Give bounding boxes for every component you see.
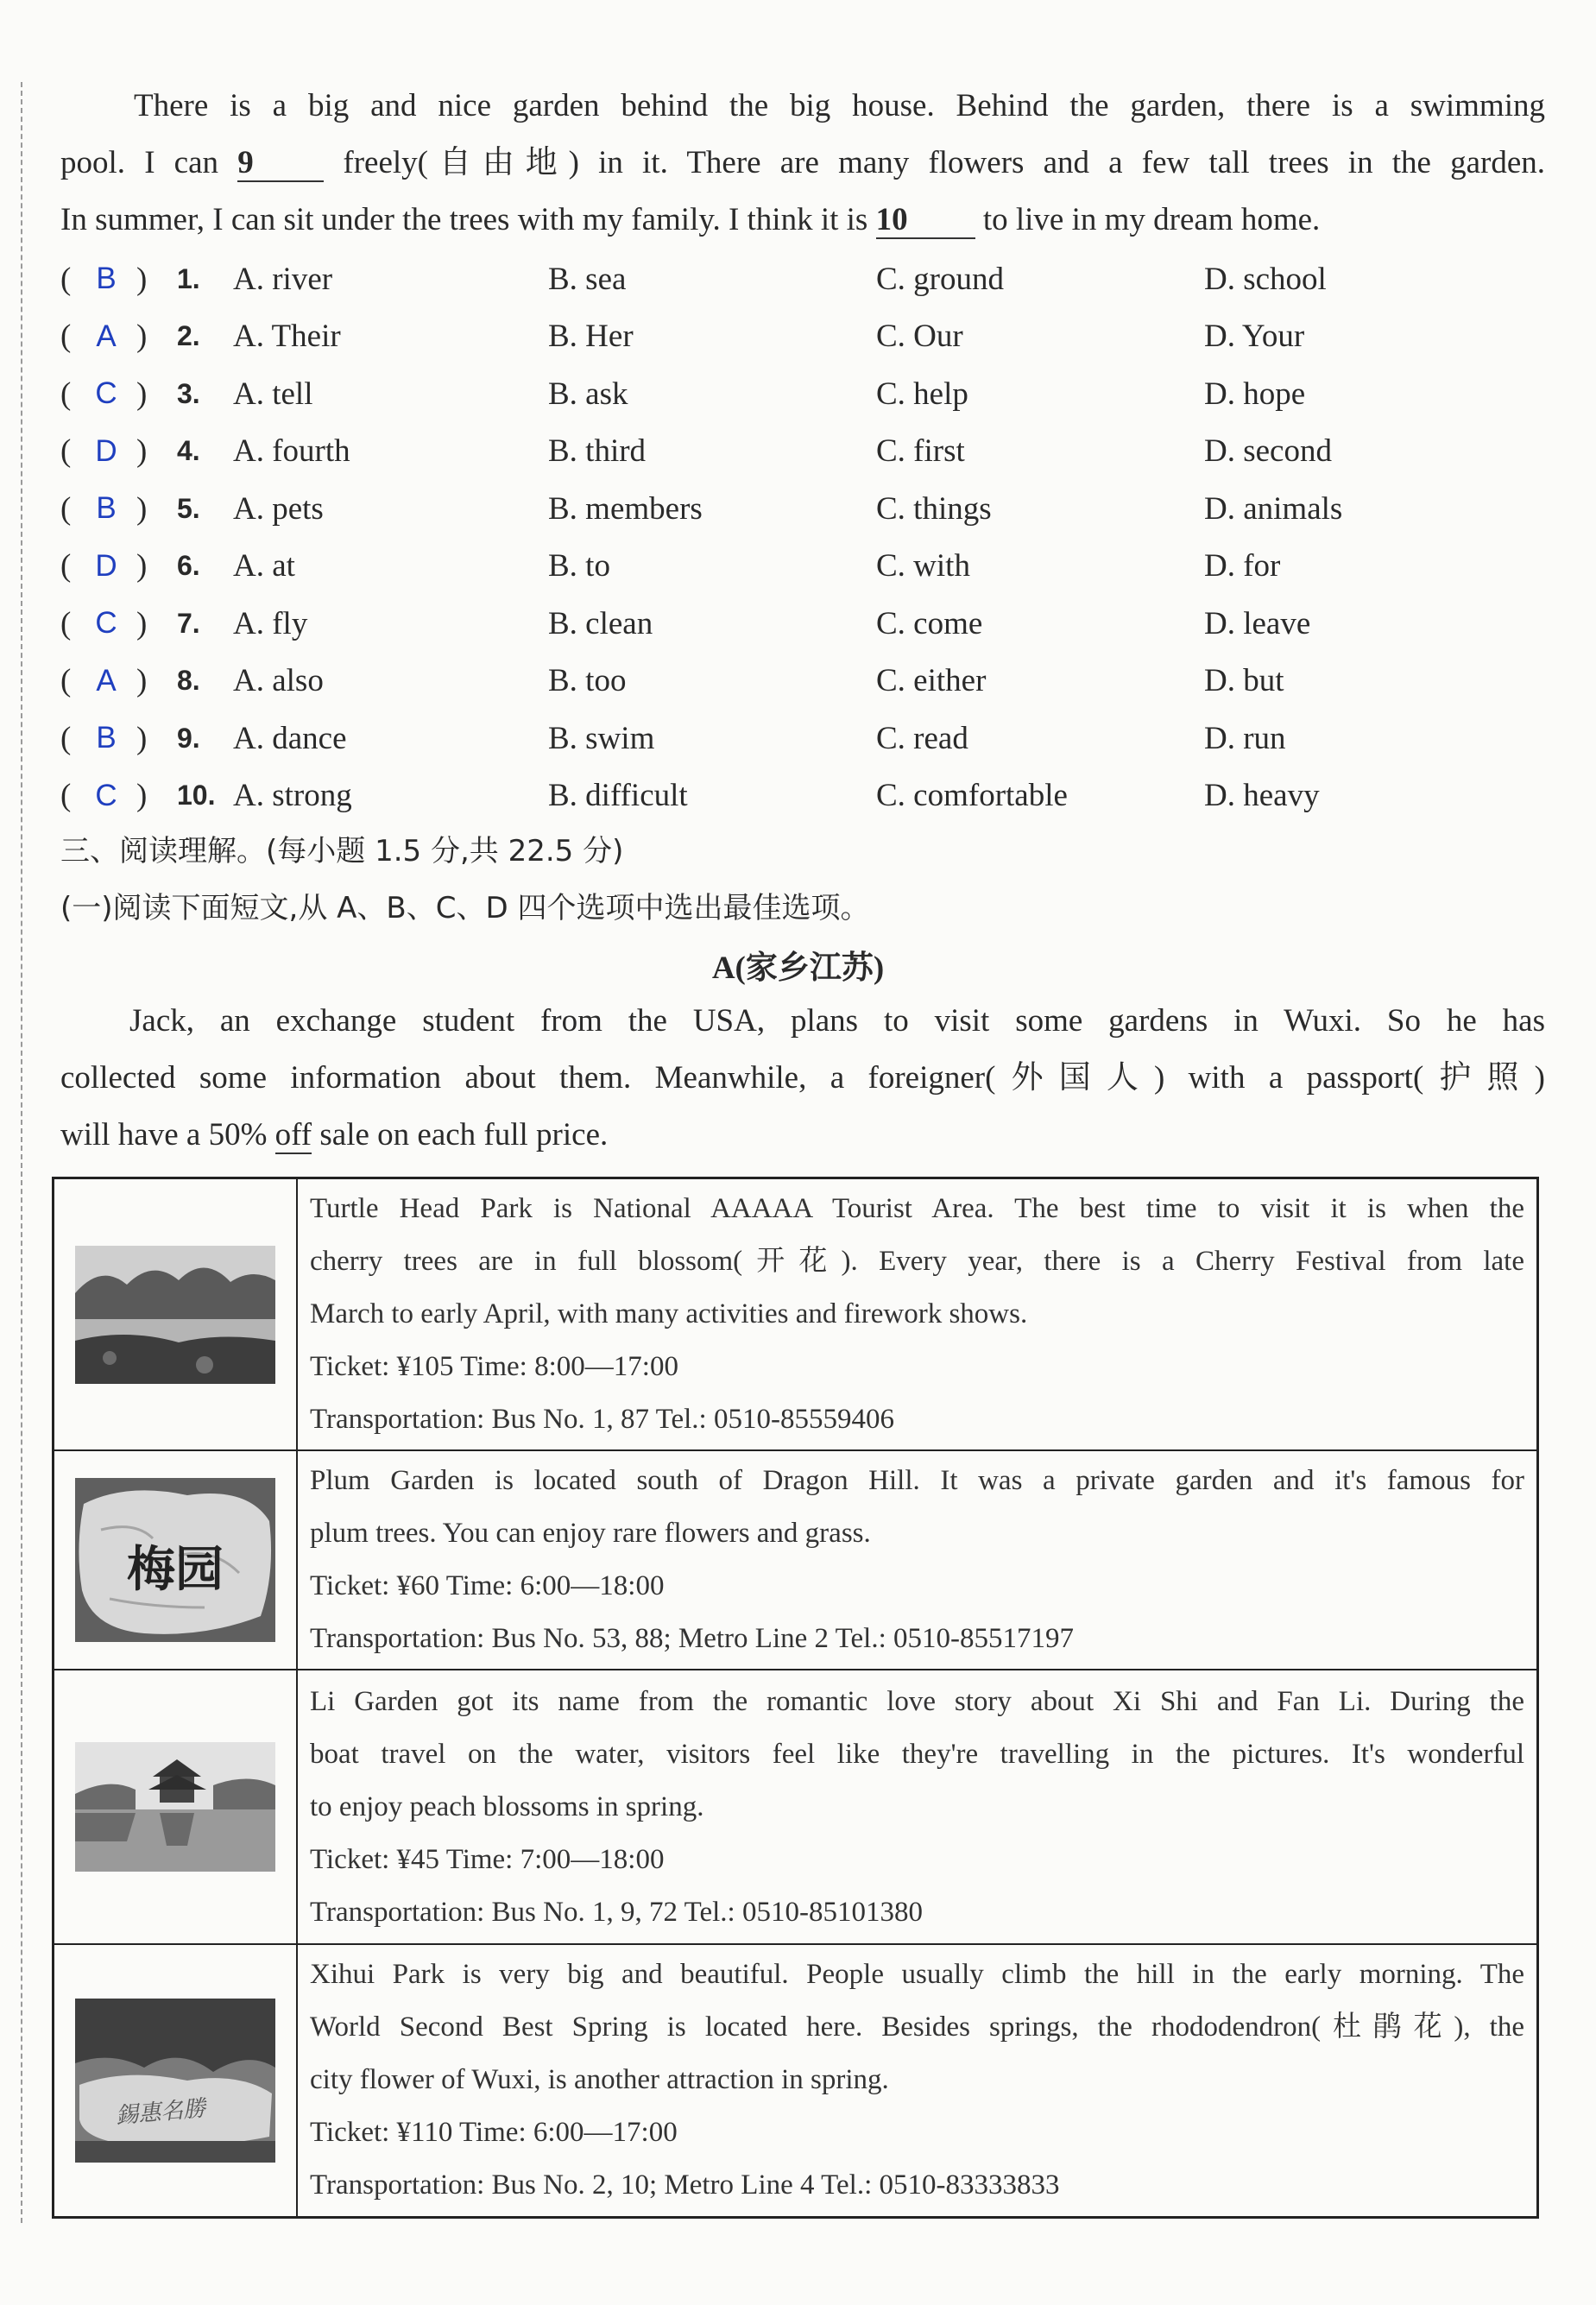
answer-letter[interactable]: B	[96, 721, 117, 755]
question-row	[60, 538, 1545, 596]
question-number: 6.	[177, 550, 200, 582]
option-b[interactable]: B. Her	[548, 319, 634, 355]
xihui-park-info: Xihui Park is very big and beautiful. People usually climb the hill in the early morning. The World Second Best Spring is located here. Besides springs, the rhododendron(杜鹃花), the city flower of Wuxi, is another attraction in spring. Ticket: ¥110 Time: 6:00—17:00 Transportation: Bus No. 2, 10; Metro Line 4 Tel.: 0510-83333833	[297, 1944, 1538, 2217]
question-row	[60, 250, 1545, 308]
option-c[interactable]: C. come	[876, 605, 983, 641]
stone-inscription: 梅园	[127, 1541, 224, 1598]
question-number: 1.	[177, 262, 200, 294]
question-number: 5.	[177, 492, 200, 524]
option-c[interactable]: C. ground	[876, 261, 1004, 297]
answer-letter[interactable]: D	[95, 433, 117, 468]
answer-bracket: ( A )	[60, 319, 148, 355]
li-garden-pavilion-photo	[75, 1742, 275, 1872]
question-list	[60, 250, 1545, 824]
cloze-line-1: There is a big and nice garden behind the big house. Behind the garden, there is a swimming	[134, 88, 1545, 123]
passage-intro	[60, 993, 1545, 1164]
option-c[interactable]: C. things	[876, 490, 992, 527]
question-row	[60, 423, 1545, 481]
option-a[interactable]: A. dance	[233, 720, 347, 756]
blank-10[interactable]: 10	[876, 203, 975, 239]
question-row	[60, 653, 1545, 710]
table-row	[54, 1178, 1538, 1451]
option-d[interactable]: D. leave	[1204, 605, 1311, 641]
option-b[interactable]: B. too	[548, 663, 627, 699]
question-number: 8.	[177, 665, 200, 697]
option-c[interactable]: C. Our	[876, 319, 963, 355]
cloze-line-3: In summer, I can sit under the trees with my family. I think it is 10 to live in my dream home.	[60, 202, 1321, 237]
option-a[interactable]: A. Their	[233, 319, 341, 355]
passage-intro-line-2: collected some information about them. Meanwhile, a foreigner(外国人) with a passport(护照)	[60, 1060, 1545, 1096]
option-b[interactable]: B. difficult	[548, 778, 688, 814]
answer-letter[interactable]: A	[96, 663, 117, 698]
answer-bracket: ( A )	[60, 663, 148, 699]
option-b[interactable]: B. ask	[548, 376, 628, 412]
plum-garden-info: Plum Garden is located south of Dragon Hill. It was a private garden and it's famous for plum trees. You can enjoy rare flowers and grass. Ticket: ¥60 Time: 6:00—18:00 Transportation: Bus No. 53, 88; Metro Line 2 Tel.: 0510-85517197	[297, 1450, 1538, 1670]
blank-9[interactable]: 9	[237, 146, 324, 182]
xihui-park-photo	[75, 1999, 275, 2163]
question-number: 4.	[177, 435, 200, 467]
option-c[interactable]: C. either	[876, 663, 987, 699]
option-d[interactable]: D. for	[1204, 548, 1281, 584]
option-c[interactable]: C. comfortable	[876, 778, 1068, 814]
question-row	[60, 595, 1545, 653]
answer-letter[interactable]: C	[95, 606, 117, 641]
garden-photo-cell	[54, 1944, 298, 2217]
question-number: 10.	[177, 780, 216, 811]
turtle-head-park-photo	[75, 1246, 275, 1384]
cloze-line-2: pool. I can 9 freely(自由地) in it. There are many flowers and a few tall trees in the garden.	[60, 145, 1546, 180]
question-row	[60, 308, 1545, 366]
question-number: 2.	[177, 320, 200, 352]
option-c[interactable]: C. first	[876, 433, 965, 470]
option-d[interactable]: D. heavy	[1204, 778, 1320, 814]
option-d[interactable]: D. but	[1204, 663, 1284, 699]
garden-photo-cell	[54, 1670, 298, 1944]
garden-info-table	[52, 1177, 1539, 2219]
passage-intro-line-3: will have a 50% off sale on each full price.	[60, 1117, 609, 1152]
option-b[interactable]: B. third	[548, 433, 647, 470]
answer-letter[interactable]: B	[96, 491, 117, 526]
answer-letter[interactable]: B	[96, 262, 117, 296]
subsection-heading: (一)阅读下面短文,从 A、B、C、D 四个选项中选出最佳选项。	[60, 891, 870, 925]
garden-photo-cell	[54, 1450, 298, 1670]
passage-title: A(家乡江苏)	[711, 950, 885, 986]
option-d[interactable]: D. run	[1204, 720, 1286, 756]
question-row	[60, 365, 1545, 423]
answer-bracket: ( D )	[60, 548, 148, 584]
option-c[interactable]: C. read	[876, 720, 968, 756]
option-a[interactable]: A. fourth	[233, 433, 350, 470]
li-garden-info: Li Garden got its name from the romantic love story about Xi Shi and Fan Li. During the boat travel on the water, visitors feel like they're travelling in the pictures. It's wonderful to enjoy peach blossoms in spring. Ticket: ¥45 Time: 7:00—18:00 Transportation: Bus No. 1, 9, 72 Tel.: 0510-85101380	[297, 1670, 1538, 1944]
answer-bracket: ( B )	[60, 490, 148, 527]
passage-intro-line-1: Jack, an exchange student from the USA, plans to visit some gardens in Wuxi. So he has	[129, 1003, 1545, 1039]
option-c[interactable]: C. with	[876, 548, 970, 584]
option-d[interactable]: D. school	[1204, 261, 1327, 297]
answer-letter[interactable]: C	[95, 376, 117, 411]
question-row	[60, 480, 1545, 538]
answer-letter[interactable]: D	[95, 548, 117, 583]
answer-bracket: ( C )	[60, 605, 148, 641]
plum-garden-stone-photo	[75, 1478, 275, 1642]
option-b[interactable]: B. clean	[548, 605, 653, 641]
answer-bracket: ( B )	[60, 261, 148, 297]
binding-margin-line	[21, 82, 22, 2223]
question-row	[60, 767, 1545, 825]
option-b[interactable]: B. members	[548, 490, 703, 527]
question-number: 7.	[177, 607, 200, 639]
option-a[interactable]: A. tell	[233, 376, 313, 412]
answer-letter[interactable]: A	[96, 319, 117, 353]
option-d[interactable]: D. hope	[1204, 376, 1306, 412]
option-a[interactable]: A. at	[233, 548, 295, 584]
answer-bracket: ( B )	[60, 720, 148, 756]
option-a[interactable]: A. strong	[233, 778, 352, 814]
option-a[interactable]: A. river	[233, 261, 333, 297]
answer-bracket: ( C )	[60, 778, 148, 814]
table-row	[54, 1450, 1538, 1670]
garden-photo-cell	[54, 1178, 298, 1451]
answer-letter[interactable]: C	[95, 778, 117, 812]
option-d[interactable]: D. second	[1204, 433, 1332, 470]
question-number: 9.	[177, 722, 200, 754]
turtle-head-park-info: Turtle Head Park is National AAAAA Tourist Area. The best time to visit it is when the cherry trees are in full blossom(开花). Every year, there is a Cherry Festival from late March to early April, with many activities and firework shows. Ticket: ¥105 Time: 8:00—17:00 Transportation: Bus No. 1, 87 Tel.: 0510-85559406	[297, 1178, 1538, 1451]
svg-text:錫惠名勝: 錫惠名勝	[115, 2095, 207, 2130]
question-number: 3.	[177, 377, 200, 409]
table-row	[54, 1670, 1538, 1944]
option-a[interactable]: A. fly	[233, 605, 308, 641]
option-b[interactable]: B. swim	[548, 720, 655, 756]
answer-bracket: ( C )	[60, 376, 148, 412]
section-3-heading: 三、阅读理解。(每小题 1.5 分,共 22.5 分)	[60, 834, 624, 868]
option-d[interactable]: D. Your	[1204, 319, 1305, 355]
option-b[interactable]: B. to	[548, 548, 610, 584]
option-c[interactable]: C. help	[876, 376, 968, 412]
option-a[interactable]: A. also	[233, 663, 324, 699]
cloze-paragraph	[60, 78, 1545, 249]
option-b[interactable]: B. sea	[548, 261, 627, 297]
table-row	[54, 1944, 1538, 2217]
question-row	[60, 710, 1545, 767]
answer-bracket: ( D )	[60, 433, 148, 470]
option-d[interactable]: D. animals	[1204, 490, 1343, 527]
option-a[interactable]: A. pets	[233, 490, 324, 527]
